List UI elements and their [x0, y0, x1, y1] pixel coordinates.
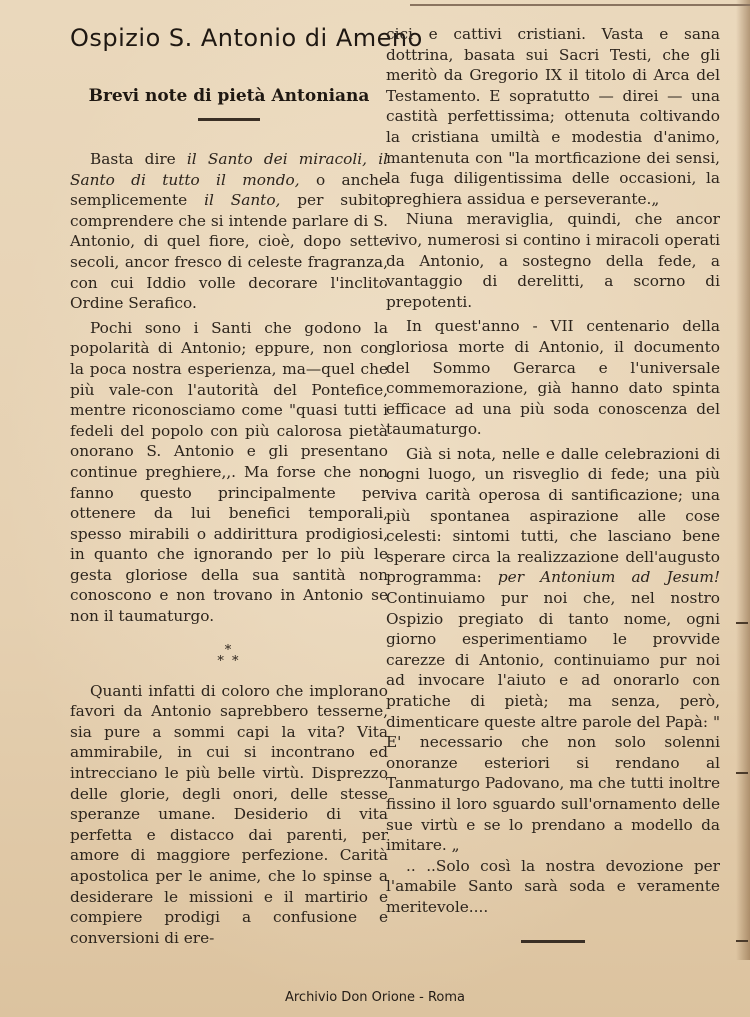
- paragraph-2: Pochi sono i Santi che godono la popolarità di Antonio; eppure, non con la poca nostra esperienza, ma—quel che più vale-con l'autorità del Pontefice, mentre riconosciamo come "quasi tutti i fedeli del popolo con più calorosa pietà onorano S. Antonio e gli presentano continue preghiere,,. Ma forse che non fanno questo principalmente per ottenere da lui benefici temporali, spesso mirabili o addirittura prodigiosi, in quanto che ignorando per lo più le gesta gloriose della sua santità non conoscono e non trovano in Antonio se non il taumaturgo.: [70, 318, 388, 626]
- top-rule: [410, 4, 750, 6]
- end-rule: [521, 940, 585, 943]
- paragraph-4: Niuna meraviglia, quindi, che ancor vivo, numerosi si contino i miracoli operati da Antonio, a sostegno della fede, a vantaggio di derelitti, a scorno di prepotenti.: [386, 210, 720, 311]
- margin-mark: [736, 772, 748, 774]
- margin-mark: [736, 622, 748, 624]
- paragraph-1: Basta dire il Santo dei miracoli, il Santo di tutto il mondo, o anche semplicemente il Santo, per subito comprendere che si intende parlare di S. Antonio, di quel fiore, cioè, dopo sette secoli, ancor fresco di celeste fragranza, con cui Iddio volle decorare l'inclito Ordine Serafico.: [70, 150, 388, 313]
- left-column: [70, 24, 423, 948]
- page-edge-shadow: [736, 0, 750, 960]
- paragraph-3: Quanti infatti di coloro che implorano favori da Antonio saprebbero tesserne, sia pure a sommi capi la vita? Vita ammirabile, in cui si incontrano ed intrecciano le più belle virtù. Disprezzo delle glorie, degli onori, delle stesse speranze umane. Desiderio di vita perfetta e distacco dai parenti, per amore di maggiore perfezione. Carità apostolica per le anime, che lo spinse a desiderare le missioni e il martirio e compiere prodigi a confusione e conversioni di ere-: [70, 681, 388, 947]
- paragraph-6: Già si nota, nelle e dalle celebrazioni di ogni luogo, un risveglio di fede; una più viva carità operosa di santificazione; una più spontanea aspirazione alle cose celesti: sintomi tutti, che lasciano bene sperare circa la realizzazione dell'augusto programma: per Antonium ad Jesum! Continuiamo pur noi che, nel nostro Ospizio pregiato di tanto nome, ogni giorno esperimentiamo le provvide carezze di Antonio, continuiamo pur noi ad invocare l'aiuto e ad onorarlo con pratiche di pietà; ma senza, però, dimenticare queste altre parole del Papà: " E' necessario che non solo solenni onoranze esteriori si rendano al Tanmaturgo Padovano, ma che tutti inoltre fissino il loro sguardo sull'ornamento delle sue virtù e se lo prendano a modello da imitare. „: [386, 444, 720, 855]
- article-subtitle: Brevi note di pietà Antoniana: [88, 86, 370, 106]
- section-divider-stars: * * *: [217, 642, 241, 669]
- paragraph-5: In quest'anno - VII centenario della gloriosa morte di Antonio, il documento del Sommo Gerarca e l'universale commemorazione, già hanno dato spinta efficace ad una più soda conoscenza del taumaturgo.: [386, 317, 720, 439]
- paragraph-3-continued: cici e cattivi cristiani. Vasta e sana dottrina, basata sui Sacri Testi, che gli meritò da Gregorio IX il titolo di Arca del Testamento. E sopratutto — direi — una castità perfettissima; ottenuta coltivando la cristiana umiltà e modestia d'animo, mantenuta con "la mortficazione dei sensi, la fuga diligentissima delle occasioni, la preghiera assidua e perseverante.„: [386, 25, 720, 208]
- right-column: [386, 24, 720, 943]
- margin-mark: [736, 940, 748, 942]
- article-title: Ospizio S. Antonio di Ameno: [70, 24, 423, 52]
- archive-footer: Archivio Don Orione - Roma: [284, 990, 466, 1005]
- title-rule: [198, 118, 260, 121]
- paragraph-7: .. ..Solo così la nostra devozione per l'amabile Santo sarà soda e veramente meritevole....: [386, 856, 720, 916]
